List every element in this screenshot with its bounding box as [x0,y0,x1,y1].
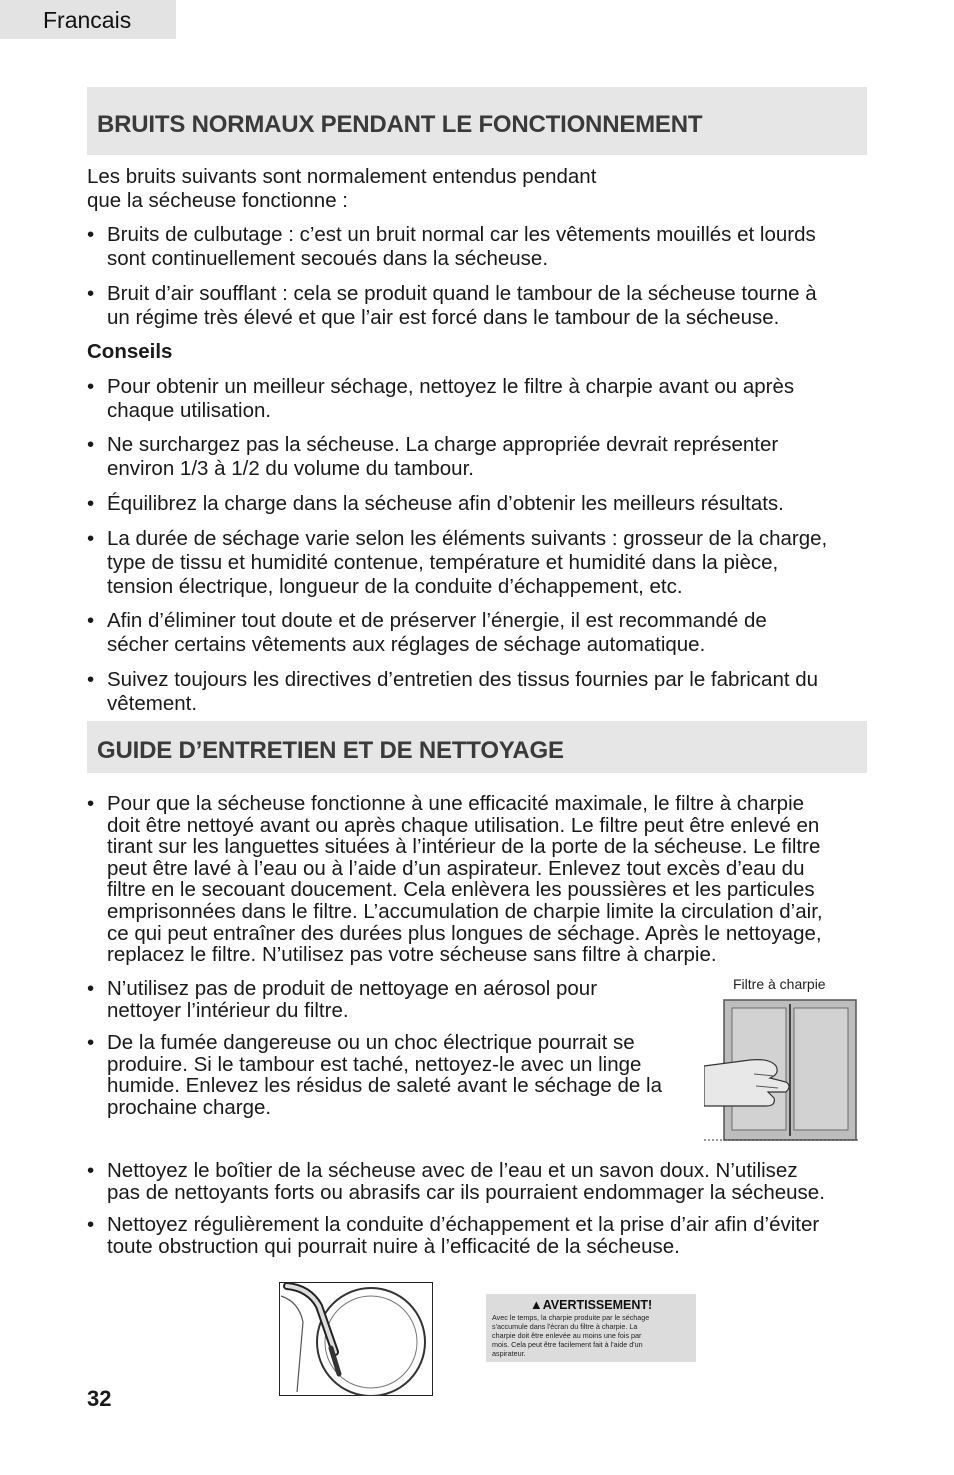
list-item-line: • Afin d’éliminer tout doute et de préserver l’énergie, il est recommandé de [107,609,767,632]
list-item [87,668,818,716]
warning-triangle-icon: ▲ [529,1297,543,1312]
intro-line: que la sécheuse fonctionne : [87,189,348,212]
warning-text [492,1313,690,1358]
warning-title: AVERTISSEMENT! [542,1298,653,1312]
list-item-line: humide. Enlevez les résidus de saleté avant le séchage de la [107,1074,662,1098]
list-item-line: doit être nettoyé avant ou après chaque utilisation. Le filtre peut être enlevé en [107,813,820,837]
list-item-line: peut être lavé à l’eau ou à l’aide d’un aspirateur. Enlevez tout excès d’eau du [107,856,805,880]
list-item [87,433,778,481]
list-item-line: prochaine charge. [107,1095,272,1119]
list-item-line: tirant sur les languettes situées à l’intérieur de la porte de la sécheuse. Le filtre [107,835,821,859]
page-number: 32 [87,1386,112,1411]
list-item-line: • Nettoyez régulièrement la conduite d’échappement et la prise d’air afin d’éviter [107,1213,820,1236]
warning-line: charpie doit être enlevée au moins une fois par [492,1331,642,1340]
list-item-line: tension électrique, longueur de la conduite d’échappement, etc. [107,575,683,598]
list-item [87,527,827,599]
list-item [87,1160,825,1203]
tips-heading: Conseils [87,340,173,363]
list-item [87,282,817,330]
list-item-line: • De la fumée dangereuse ou un choc électrique pourrait se [107,1031,635,1054]
intro-line: Les bruits suivants sont normalement entendus pendant [87,165,597,188]
warning-line: mois. Cela peut être facilement fait à l'aide d'un [492,1340,643,1349]
list-item [87,609,767,657]
lint-filter-caption: Filtre à charpie [733,976,826,992]
list-item-line: un régime très élevé et que l’air est forcé dans le tambour de la sécheuse. [107,306,780,329]
list-item [87,492,784,516]
list-item-line: sont continuellement secoués dans la sécheuse. [107,247,549,270]
list-item-line: environ 1/3 à 1/2 du volume du tambour. [107,457,474,480]
list-item-line: sécher certains vêtements aux réglages de séchage automatique. [107,633,706,656]
list-item-line: • Équilibrez la charge dans la sécheuse afin d’obtenir les meilleurs résultats. [107,492,784,515]
list-item-line: emprisonnées dans le filtre. L’accumulation de charpie limite la circulation d’air, [107,899,823,923]
list-item-line: chaque utilisation. [107,399,272,422]
list-item-line: • Nettoyez le boîtier de la sécheuse avec de l’eau et un savon doux. N’utilisez [107,1159,798,1182]
list-item-line: produire. Si le tambour est taché, nettoyez-le avec un linge [107,1052,642,1076]
list-item [87,223,816,271]
list-item [87,793,823,966]
section-title-normal-noises: BRUITS NORMAUX PENDANT LE FONCTIONNEMENT [87,87,867,155]
list-item-line: nettoyer l’intérieur du filtre. [107,998,349,1022]
list-item-line: filtre en le secouant doucement. Cela enlèvera les poussières et les particules [107,878,815,902]
warning-line: s'accumule dans l'écran du filtre à charpie. La [492,1322,638,1331]
language-tab: Francais [0,0,176,39]
list-item-line: type de tissu et humidité contenue, température et humidité dans la pièce, [107,551,779,574]
intro-paragraph [87,165,596,213]
list-item-line: toute obstruction qui pourrait nuire à l’efficacité de la sécheuse. [107,1234,680,1258]
list-item-line: • Bruits de culbutage : c’est un bruit normal car les vêtements mouillés et lourds [107,223,816,246]
warning-line: aspirateur. [492,1349,526,1358]
list-item-line: • N’utilisez pas de produit de nettoyage en aérosol pour [107,977,598,1000]
list-item [87,1214,819,1257]
list-item [87,978,597,1021]
list-item [87,375,794,423]
list-item [87,1032,662,1118]
list-item-line: • Ne surchargez pas la sécheuse. La charge appropriée devrait représenter [107,433,779,456]
warning-title-row [492,1297,690,1312]
section-title-care-cleaning: GUIDE D’ENTRETIEN ET DE NETTOYAGE [87,721,867,773]
warning-box [486,1294,696,1362]
list-item-line: • Pour obtenir un meilleur séchage, nettoyez le filtre à charpie avant ou après [107,375,795,398]
list-item-line: • Pour que la sécheuse fonctionne à une efficacité maximale, le filtre à charpie [107,792,805,815]
list-item-line: replacez le filtre. N’utilisez pas votre sécheuse sans filtre à charpie. [107,943,717,967]
list-item-line: • Bruit d’air soufflant : cela se produit quand le tambour de la sécheuse tourne à [107,282,817,305]
warning-line: Avec le temps, la charpie produite par le séchage [492,1313,650,1322]
exhaust-duct-illustration [279,1282,433,1396]
list-item-line: vêtement. [107,692,198,715]
list-item-line: pas de nettoyants forts ou abrasifs car ils pourraient endommager la sécheuse. [107,1180,825,1204]
list-item-line: • La durée de séchage varie selon les éléments suivants : grosseur de la charge, [107,527,828,550]
list-item-line: ce qui peut entraîner des durées plus longues de séchage. Après le nettoyage, [107,921,822,945]
list-item-line: • Suivez toujours les directives d’entretien des tissus fournies par le fabricant du [107,668,819,691]
lint-filter-illustration [704,994,859,1144]
